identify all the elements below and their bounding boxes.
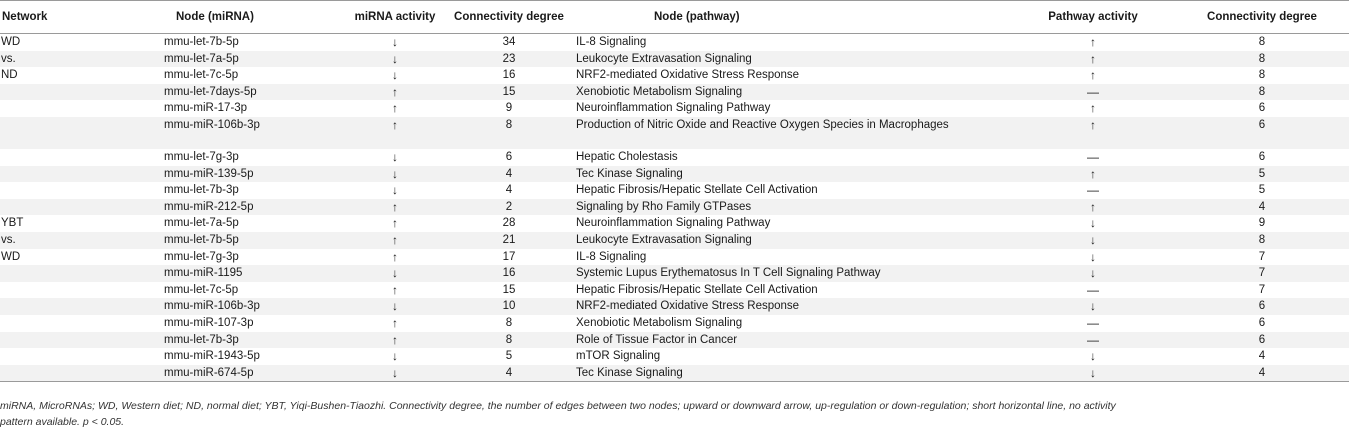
- cell-pathway-degree: 8: [1258, 36, 1266, 48]
- cell-pathway-activity: —: [1011, 332, 1175, 349]
- cell-pathway-activity: ↓: [1090, 249, 1096, 264]
- cell-mirna-activity: ↓: [392, 68, 398, 83]
- cell-mirna-degree: 8: [505, 316, 513, 329]
- cell-mirna-degree: 23: [442, 51, 576, 68]
- cell-mirna: mmu-miR-17-3p: [164, 102, 248, 115]
- cell-mirna: mmu-let-7c-5p: [164, 283, 239, 296]
- cell-pathway-activity: —: [1087, 282, 1099, 297]
- table-row: [0, 282, 1349, 299]
- cell-mirna: mmu-let-7b-5p: [164, 36, 239, 48]
- table-row: [0, 84, 1349, 101]
- cell-network: [0, 265, 74, 282]
- cell-mirna: mmu-miR-107-3p: [164, 316, 254, 329]
- cell-pathway-activity: ↓: [1011, 232, 1175, 249]
- table-row: [0, 117, 1349, 149]
- cell-mirna-activity: ↑: [348, 199, 442, 216]
- cell-pathway: Role of Tissue Factor in Cancer: [576, 332, 1011, 349]
- cell-pathway-degree: 6: [1258, 150, 1266, 163]
- cell-network: vs.: [0, 51, 74, 68]
- table-body: [0, 34, 1349, 382]
- cell-mirna: mmu-miR-139-5p: [74, 166, 348, 183]
- cell-pathway: Hepatic Fibrosis/Hepatic Stellate Cell Activation: [576, 283, 818, 296]
- table-row: [0, 182, 1349, 199]
- cell-pathway-degree: 6: [1258, 102, 1266, 115]
- cell-pathway-degree: 6: [1175, 117, 1349, 149]
- cell-pathway: Tec Kinase Signaling: [576, 365, 1011, 382]
- cell-network: YBT: [1, 217, 24, 230]
- cell-mirna-activity: ↓: [392, 35, 398, 49]
- cell-pathway-degree: 7: [1175, 265, 1349, 282]
- cell-mirna-degree: 4: [505, 184, 513, 197]
- cell-pathway-degree: 7: [1258, 283, 1266, 296]
- cell-mirna-degree: 8: [442, 332, 576, 349]
- header-mirna-activity: miRNA activity: [348, 1, 442, 34]
- table-row: [0, 348, 1349, 365]
- cell-pathway-degree: 9: [1258, 217, 1266, 230]
- cell-mirna-degree: 15: [442, 84, 576, 101]
- cell-mirna: mmu-let-7b-3p: [164, 184, 239, 197]
- cell-mirna-activity: ↑: [392, 315, 398, 330]
- cell-mirna-degree: 17: [502, 250, 516, 263]
- cell-mirna-activity: ↓: [392, 349, 398, 364]
- cell-pathway: Neuroinflammation Signaling Pathway: [576, 102, 771, 115]
- cell-mirna: mmu-miR-1195: [74, 265, 348, 282]
- cell-pathway-degree: 8: [1175, 232, 1349, 249]
- cell-mirna: mmu-miR-674-5p: [74, 365, 348, 382]
- cell-pathway-degree: 8: [1258, 69, 1266, 82]
- header-mirna: Node (miRNA): [74, 1, 348, 34]
- cell-mirna: mmu-let-7c-5p: [164, 69, 239, 82]
- cell-network: [0, 315, 74, 332]
- header-pathway-degree: Connectivity degree: [1175, 1, 1349, 34]
- cell-network: [0, 199, 74, 216]
- cell-pathway: IL-8 Signaling: [576, 250, 647, 263]
- cell-mirna-degree: 5: [505, 350, 513, 363]
- cell-mirna: mmu-let-7days-5p: [74, 84, 348, 101]
- cell-mirna-activity: ↑: [392, 216, 398, 231]
- cell-mirna-activity: ↓: [348, 298, 442, 315]
- table-row: [0, 232, 1349, 249]
- cell-mirna: mmu-let-7a-5p: [74, 51, 348, 68]
- cell-pathway: mTOR Signaling: [576, 350, 661, 363]
- header-pathway-activity: Pathway activity: [1011, 1, 1175, 34]
- cell-network: WD: [1, 250, 21, 263]
- cell-network: [0, 298, 74, 315]
- cell-pathway-activity: ↑: [1090, 101, 1096, 116]
- cell-network: ND: [1, 69, 18, 82]
- cell-mirna-activity: ↑: [392, 282, 398, 297]
- header-mirna-degree: Connectivity degree: [442, 1, 576, 34]
- cell-network: [0, 149, 74, 166]
- cell-pathway-activity: ↑: [1090, 35, 1096, 49]
- cell-pathway-degree: 5: [1258, 184, 1266, 197]
- table-row: [0, 265, 1349, 282]
- cell-network: [0, 282, 74, 299]
- cell-mirna-degree: 9: [505, 102, 513, 115]
- cell-mirna-activity: ↓: [392, 183, 398, 198]
- cell-pathway-activity: ↑: [1011, 199, 1175, 216]
- cell-pathway: IL-8 Signaling: [576, 36, 647, 48]
- cell-mirna-activity: ↑: [348, 84, 442, 101]
- cell-mirna-activity: ↓: [348, 166, 442, 183]
- cell-pathway-degree: 7: [1258, 250, 1266, 263]
- table-row: [0, 149, 1349, 166]
- cell-mirna: mmu-let-7b-5p: [74, 232, 348, 249]
- cell-mirna-degree: 28: [502, 217, 516, 230]
- cell-mirna-degree: 4: [442, 365, 576, 382]
- table-row: [0, 332, 1349, 349]
- cell-pathway-activity: ↓: [1090, 216, 1096, 231]
- cell-network: [0, 117, 74, 149]
- cell-mirna-degree: 4: [442, 166, 576, 183]
- table-row: [0, 199, 1349, 216]
- table-row: [0, 100, 1349, 117]
- cell-pathway: Neuroinflammation Signaling Pathway: [576, 217, 771, 230]
- table-row: [0, 365, 1349, 382]
- table-row: [0, 298, 1349, 315]
- table-row: [0, 166, 1349, 183]
- cell-mirna: mmu-miR-106b-3p: [74, 117, 348, 149]
- cell-pathway-activity: —: [1087, 149, 1099, 164]
- cell-network: [0, 100, 74, 117]
- cell-network: [0, 332, 74, 349]
- cell-pathway-activity: ↑: [1090, 68, 1096, 83]
- cell-mirna: mmu-miR-212-5p: [74, 199, 348, 216]
- cell-mirna: mmu-let-7a-5p: [164, 217, 239, 230]
- table-row: [0, 51, 1349, 68]
- cell-pathway-degree: 6: [1175, 298, 1349, 315]
- cell-pathway: Leukocyte Extravasation Signaling: [576, 232, 1011, 249]
- cell-pathway: Tec Kinase Signaling: [576, 166, 1011, 183]
- table-row: [0, 215, 1349, 232]
- cell-pathway-activity: —: [1011, 84, 1175, 101]
- cell-mirna-activity: ↑: [348, 332, 442, 349]
- cell-mirna-activity: ↓: [348, 51, 442, 68]
- cell-mirna-degree: 2: [442, 199, 576, 216]
- header-network: Network: [0, 1, 74, 34]
- cell-mirna-degree: 6: [505, 150, 513, 163]
- cell-pathway-activity: —: [1087, 315, 1099, 330]
- cell-pathway: Production of Nitric Oxide and Reactive Oxygen Species in Macrophages: [576, 117, 1011, 149]
- table-row: [0, 315, 1349, 332]
- cell-mirna-degree: 8: [442, 117, 576, 149]
- cell-pathway: Hepatic Cholestasis: [576, 150, 678, 163]
- cell-pathway: Hepatic Fibrosis/Hepatic Stellate Cell Activation: [576, 184, 818, 197]
- cell-pathway-degree: 8: [1175, 84, 1349, 101]
- cell-network: [0, 348, 74, 365]
- cell-pathway-activity: —: [1087, 183, 1099, 198]
- cell-mirna-degree: 21: [442, 232, 576, 249]
- header-pathway: Node (pathway): [576, 1, 1011, 34]
- cell-pathway-degree: 4: [1258, 350, 1266, 363]
- cell-pathway-activity: ↑: [1011, 117, 1175, 149]
- cell-pathway: NRF2-mediated Oxidative Stress Response: [576, 298, 1011, 315]
- cell-pathway: NRF2-mediated Oxidative Stress Response: [576, 69, 800, 82]
- cell-pathway: Xenobiotic Metabolism Signaling: [576, 316, 743, 329]
- cell-pathway-degree: 4: [1175, 199, 1349, 216]
- cell-pathway-activity: ↓: [1011, 298, 1175, 315]
- header-row: [0, 1, 1349, 34]
- cell-pathway-activity: ↓: [1090, 349, 1096, 364]
- cell-network: [0, 365, 74, 382]
- cell-mirna-activity: ↓: [348, 265, 442, 282]
- cell-mirna-activity: ↓: [392, 149, 398, 164]
- cell-pathway-degree: 5: [1175, 166, 1349, 183]
- cell-mirna-degree: 16: [442, 265, 576, 282]
- cell-pathway-activity: ↑: [1011, 166, 1175, 183]
- cell-mirna-activity: ↓: [348, 365, 442, 382]
- table-row: [0, 34, 1349, 51]
- cell-pathway: Leukocyte Extravasation Signaling: [576, 51, 1011, 68]
- cell-mirna: mmu-let-7g-3p: [164, 150, 239, 163]
- table-footnote: miRNA, MicroRNAs; WD, Western diet; ND, normal diet; YBT, Yiqi-Bushen-Tiaozhi. Connectivity degree, the number of edges between two nodes; upward or downward arrow, up-regulation or down-regulation; short horizontal line, no activity pattern available. p < 0.05.: [0, 400, 1116, 428]
- cell-pathway-degree: 6: [1258, 316, 1266, 329]
- cell-mirna-degree: 15: [502, 283, 516, 296]
- cell-pathway: Xenobiotic Metabolism Signaling: [576, 84, 1011, 101]
- cell-pathway-activity: ↓: [1011, 365, 1175, 382]
- cell-network: WD: [1, 36, 21, 48]
- cell-mirna-activity: ↑: [392, 249, 398, 264]
- cell-mirna-degree: 34: [502, 36, 516, 48]
- table-row: [0, 67, 1349, 84]
- cell-mirna-activity: ↑: [348, 232, 442, 249]
- cell-pathway-degree: 6: [1175, 332, 1349, 349]
- cell-mirna-degree: 16: [502, 69, 516, 82]
- table-row: [0, 249, 1349, 266]
- cell-network: [0, 84, 74, 101]
- cell-mirna-activity: ↑: [392, 101, 398, 116]
- cell-mirna: mmu-miR-106b-3p: [74, 298, 348, 315]
- cell-network: [0, 182, 74, 199]
- cell-mirna-degree: 10: [442, 298, 576, 315]
- cell-network: [0, 166, 74, 183]
- cell-pathway: Signaling by Rho Family GTPases: [576, 199, 1011, 216]
- cell-pathway: Systemic Lupus Erythematosus In T Cell Signaling Pathway: [576, 265, 1011, 282]
- cell-mirna-activity: ↑: [348, 117, 442, 149]
- cell-pathway-activity: ↑: [1011, 51, 1175, 68]
- cell-pathway-activity: ↓: [1011, 265, 1175, 282]
- cell-mirna: mmu-let-7g-3p: [164, 250, 239, 263]
- cell-network: vs.: [0, 232, 74, 249]
- cell-pathway-degree: 4: [1175, 365, 1349, 382]
- cell-mirna: mmu-let-7b-3p: [74, 332, 348, 349]
- cell-pathway-degree: 8: [1175, 51, 1349, 68]
- cell-mirna: mmu-miR-1943-5p: [164, 350, 260, 363]
